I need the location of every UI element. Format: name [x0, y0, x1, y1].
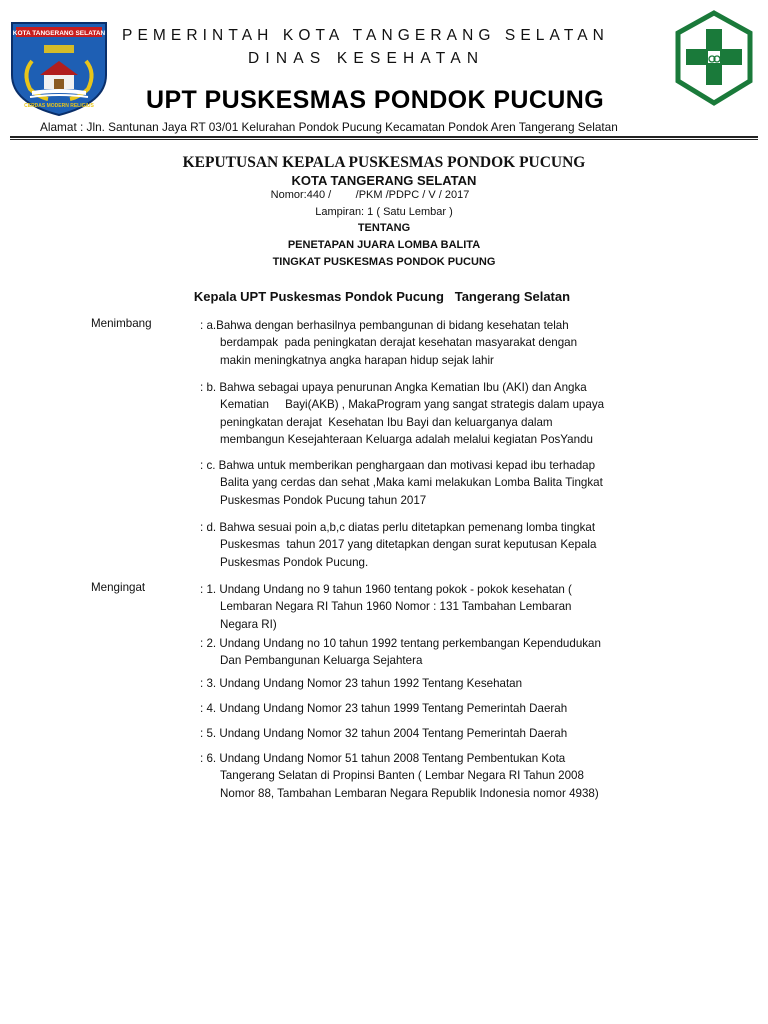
mengingat-item-5 — [200, 725, 567, 742]
decree-title: KEPUTUSAN KEPALA PUSKESMAS PONDOK PUCUNG — [182, 154, 586, 171]
item-continuation: Kematian Bayi(AKB) , MakaProgram yang sangat strategis dalam upaya peningkatan derajat Kesehatan Ibu Bayi dan keluarganya dalam membangun Kesejahteraan Keluarga adalah melalui kegiatan PosYandu — [220, 398, 605, 446]
menimbang-item-c — [200, 457, 603, 509]
mengingat-item-1 — [200, 581, 572, 633]
decree-subject-line2: TINGKAT PUSKESMAS PONDOK PUCUNG — [272, 256, 496, 268]
logo-text-bottom: CERDAS MODERN RELIGIUS — [24, 103, 94, 109]
menimbang-label: Menimbang — [91, 317, 152, 330]
puskesmas-cross-logo — [668, 7, 761, 111]
item-first-line: : a.Bahwa dengan berhasilnya pembangunan di bidang kesehatan telah — [200, 319, 569, 332]
mengingat-item-2 — [200, 635, 601, 670]
decree-issuer: Kepala UPT Puskesmas Pondok Pucung Tangerang Selatan — [193, 289, 571, 304]
decree-number: Nomor:440 / /PKM /PDPC / V / 2017 — [270, 189, 470, 201]
menimbang-item-b — [200, 379, 604, 448]
item-first-line: : b. Bahwa sebagai upaya penurunan Angka Kematian Ibu (AKI) dan Angka — [200, 381, 587, 394]
menimbang-item-d — [200, 519, 596, 571]
city-emblem-logo — [8, 17, 110, 117]
mengingat-label: Mengingat — [91, 581, 146, 594]
item-continuation: berdampak pada peningkatan derajat kesehatan masyarakat dengan makin meningkatnya angka harapan hidup sejak lahir — [220, 336, 578, 367]
item-first-line: : 2. Undang Undang no 10 tahun 1992 tentang perkembangan Kependudukan — [200, 637, 601, 650]
agency-name: DINAS KESEHATAN — [248, 50, 485, 67]
item-continuation: Dan Pembangunan Keluarga Sejahtera — [220, 654, 423, 668]
header-divider-thick — [10, 136, 758, 138]
menimbang-item-a — [200, 317, 577, 369]
item-continuation: Tangerang Selatan di Propinsi Banten ( Lembar Negara RI Tahun 2008 Nomor 88, Tambahan Lembaran Negara Republik Indonesia nomor 4938) — [220, 769, 599, 800]
item-continuation: Lembaran Negara RI Tahun 1960 Nomor : 131 Tambahan Lembaran Negara RI) — [220, 600, 572, 631]
item-continuation: Puskesmas tahun 2017 yang ditetapkan dengan surat keputusan Kepala Puskesmas Pondok Pucung. — [220, 538, 597, 569]
item-first-line: : 1. Undang Undang no 9 tahun 1960 tentang pokok - pokok kesehatan ( — [200, 583, 572, 596]
header-divider-thin — [10, 139, 758, 140]
mengingat-item-3 — [200, 675, 522, 692]
government-name: PEMERINTAH KOTA TANGERANG SELATAN — [122, 27, 609, 44]
item-first-line: : c. Bahwa untuk memberikan penghargaan dan motivasi kepad ibu terhadap — [200, 459, 596, 472]
mengingat-item-4 — [200, 700, 567, 717]
mengingat-item-6 — [200, 750, 599, 802]
logo-text-top: KOTA TANGERANG SELATAN — [12, 30, 106, 37]
item-first-line: : 4. Undang Undang Nomor 23 tahun 1999 Tentang Pemerintah Daerah — [200, 702, 568, 715]
item-continuation: Balita yang cerdas dan sehat ,Maka kami melakukan Lomba Balita Tingkat Puskesmas Pondok Pucung tahun 2017 — [220, 476, 603, 507]
letterhead — [0, 0, 768, 140]
decree-about-label: TENTANG — [357, 222, 411, 234]
institution-title: UPT PUSKESMAS PONDOK PUCUNG — [146, 86, 605, 114]
item-first-line: : 3. Undang Undang Nomor 23 tahun 1992 Tentang Kesehatan — [200, 677, 523, 690]
decree-city: KOTA TANGERANG SELATAN — [291, 173, 477, 188]
address-line: Alamat : Jln. Santunan Jaya RT 03/01 Kelurahan Pondok Pucung Kecamatan Pondok Aren Tangerang Selatan — [40, 120, 618, 134]
item-first-line: : 5. Undang Undang Nomor 32 tahun 2004 Tentang Pemerintah Daerah — [200, 727, 568, 740]
decree-subject-line1: PENETAPAN JUARA LOMBA BALITA — [287, 239, 481, 251]
item-first-line: : d. Bahwa sesuai poin a,b,c diatas perlu ditetapkan pemenang lomba tingkat — [200, 521, 596, 534]
item-first-line: : 6. Undang Undang Nomor 51 tahun 2008 Tentang Pembentukan Kota — [200, 752, 566, 765]
decree-attachment: Lampiran: 1 ( Satu Lembar ) — [315, 206, 453, 218]
